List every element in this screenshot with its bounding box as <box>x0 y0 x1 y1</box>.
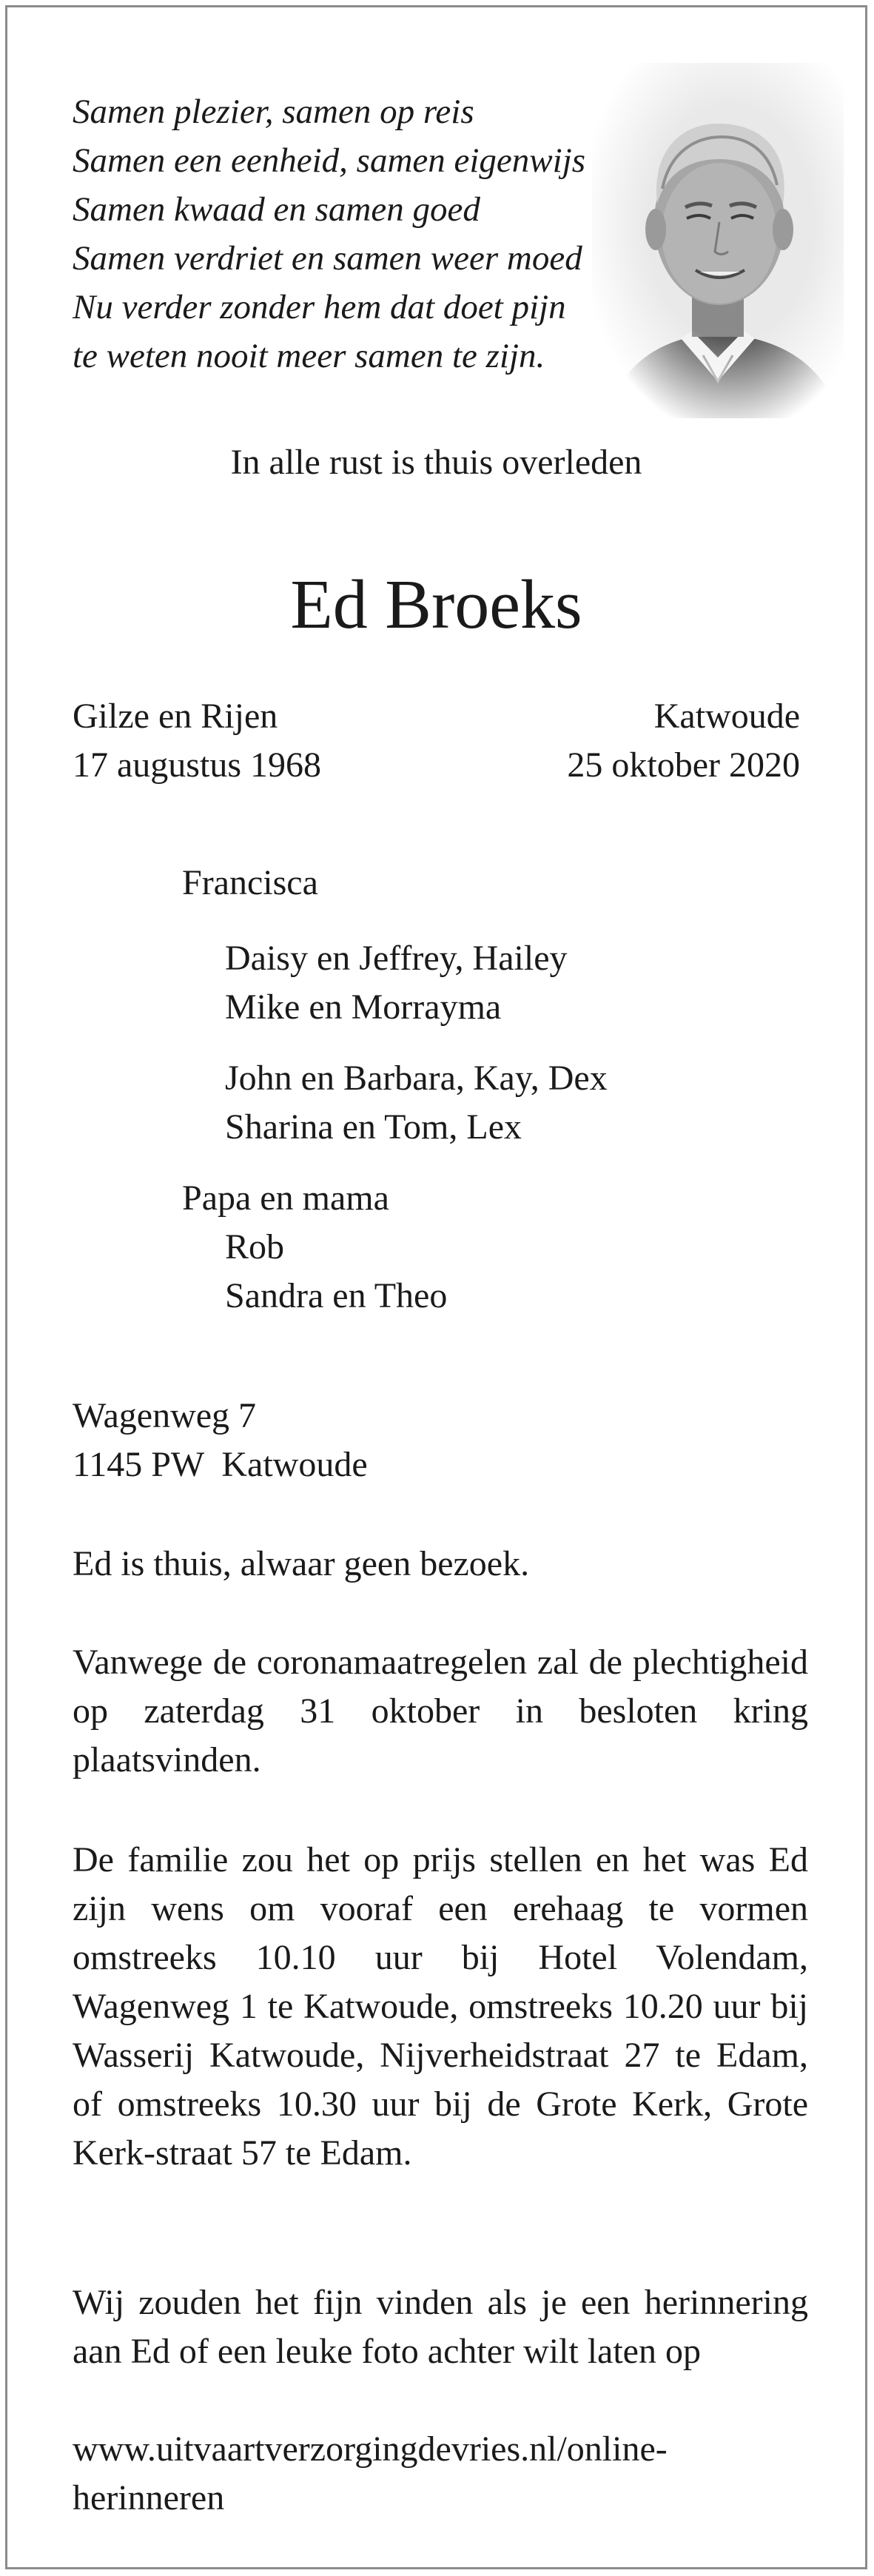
poem-line: te weten nooit meer samen te zijn. <box>73 337 545 375</box>
guard-of-honour-paragraph: De familie zou het op prijs stellen en het was Ed zijn wens om vooraf een erehaag te vormen omstreeks 10.10 uur bij Hotel Volendam, Wagenweg 1 te Katwoude, omstreeks 10.20 uur bij Wasserij Katwoude, Nijverheidstraat 27 te Edam, of omstreeks 10.30 uur bij de Grote Kerk, Grote Kerk-straat 57 te Edam. <box>73 1840 808 2173</box>
poem-line: Samen plezier, samen op reis <box>73 93 474 131</box>
death-place: Katwoude <box>653 697 800 736</box>
memories-url-line-1: www.uitvaartverzorgingdevries.nl/online- <box>73 2429 668 2469</box>
death-date: 25 oktober 2020 <box>567 745 800 785</box>
address-postal: 1145 PW Katwoude <box>73 1445 368 1484</box>
address-street: Wagenweg 7 <box>73 1396 257 1435</box>
obituary-card <box>5 5 867 2569</box>
ceremony-paragraph: Vanwege de coronamaatregelen zal de plechtigheid op zaterdag 31 oktober in besloten kring plaatsvinden. <box>73 1643 808 1780</box>
address-block <box>73 1392 808 1489</box>
child-line: Sharina en Tom, Lex <box>225 1107 522 1147</box>
intro-line: In alle rust is thuis overleden <box>230 443 642 482</box>
death-info <box>567 692 800 790</box>
partner-name: Francisca <box>182 863 318 902</box>
family-list <box>182 859 608 1321</box>
poem-line: Nu verder zonder hem dat doet pijn <box>73 288 566 326</box>
sibling-line: Rob <box>225 1227 285 1267</box>
portrait-photo <box>592 63 844 418</box>
child-line: Daisy en Jeffrey, Hailey <box>225 939 568 978</box>
poem-line: Samen kwaad en samen goed <box>73 190 480 229</box>
birth-place: Gilze en Rijen <box>73 697 278 736</box>
birth-date: 17 augustus 1968 <box>73 745 321 785</box>
parents-line: Papa en mama <box>182 1178 389 1218</box>
child-line: John en Barbara, Kay, Dex <box>225 1059 608 1098</box>
child-line: Mike en Morrayma <box>225 987 502 1027</box>
memories-paragraph: Wij zouden het fijn vinden als je een herinnering aan Ed of een leuke foto achter wilt laten op <box>73 2283 808 2371</box>
birth-info <box>73 692 321 790</box>
poem <box>73 87 635 380</box>
visit-paragraph: Ed is thuis, alwaar geen bezoek. <box>73 1544 530 1583</box>
memories-url-line-2: herinneren <box>73 2478 225 2518</box>
sibling-line: Sandra en Theo <box>225 1276 448 1315</box>
deceased-name: Ed Broeks <box>290 566 582 643</box>
poem-line: Samen verdriet en samen weer moed <box>73 239 582 278</box>
poem-line: Samen een eenheid, samen eigenwijs <box>73 141 586 180</box>
